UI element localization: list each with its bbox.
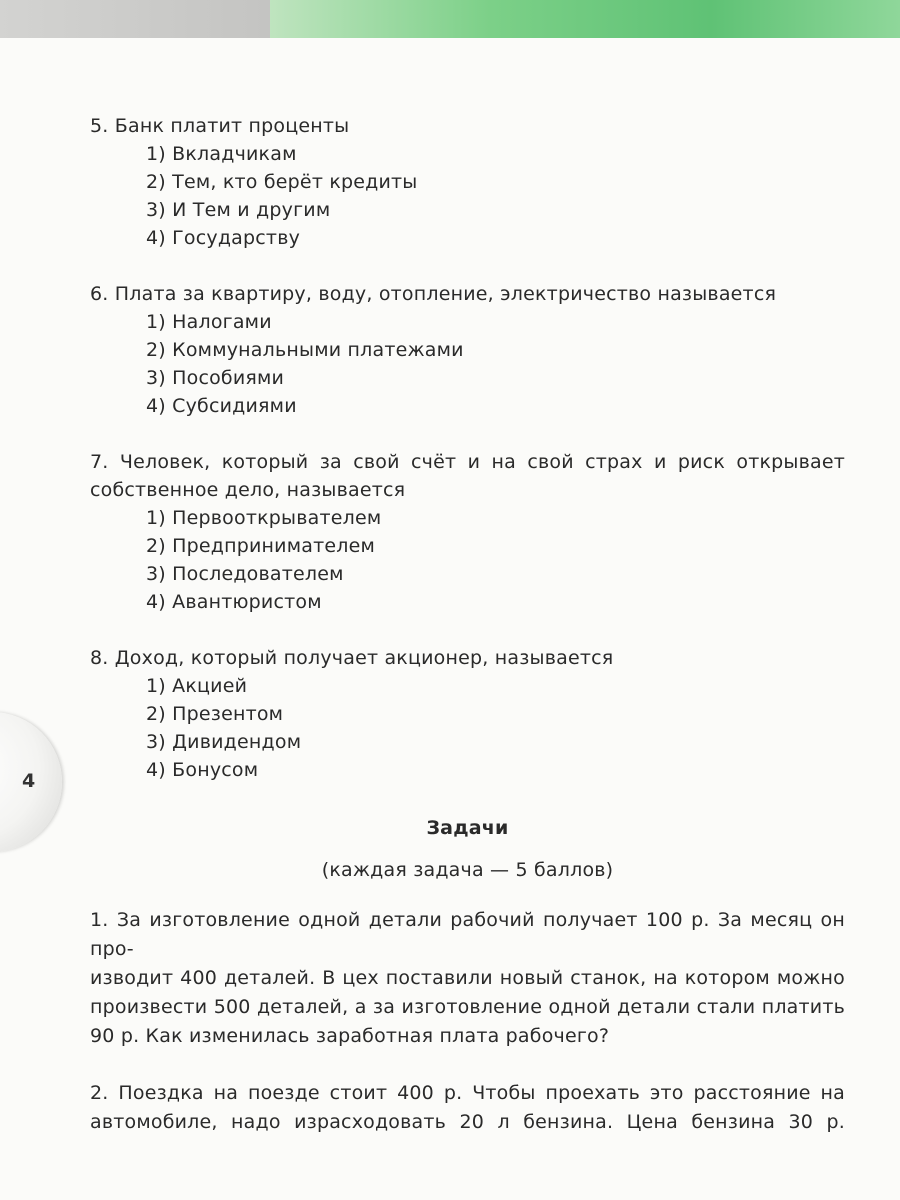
answer-option: 1) Акцией (146, 675, 248, 697)
answer-option: 3) Дивидендом (146, 731, 302, 753)
question-text: 5. Банк платит проценты (90, 115, 350, 137)
answer-option: 4) Субсидиями (146, 395, 297, 417)
answer-option: 1) Вкладчикам (146, 143, 297, 165)
task-line: произвести 500 деталей, а за изготовление одной детали стали платить (90, 996, 845, 1018)
answer-option: 3) И Тем и другим (146, 199, 331, 221)
answer-option: 2) Коммунальными платежами (146, 339, 464, 361)
question-7 (90, 448, 845, 616)
question-6 (90, 280, 845, 420)
section-title: Задачи (426, 817, 509, 839)
question-text: 6. Плата за квартиру, воду, отопление, электричество называется (90, 283, 777, 305)
answer-option: 2) Презентом (146, 703, 284, 725)
page-number: 4 (22, 770, 36, 792)
answer-option: 3) Последователем (146, 563, 344, 585)
answer-option: 2) Предпринимателем (146, 535, 376, 557)
question-text: 8. Доход, который получает акционер, называется (90, 647, 614, 669)
task-1 (90, 906, 845, 1051)
task-line: изводит 400 деталей. В цех поставили новый станок, на котором можно (90, 967, 845, 989)
answer-option: 4) Авантюристом (146, 591, 322, 613)
answer-option: 4) Государству (146, 227, 301, 249)
header-band-green (270, 0, 900, 38)
section-subtitle: (каждая задача — 5 баллов) (321, 859, 614, 881)
task-2 (90, 1079, 845, 1137)
task-line: автомобиле, надо израсходовать 20 л бензина. Цена бензина 30 р. (90, 1111, 845, 1133)
answer-option: 3) Пособиями (146, 367, 285, 389)
task-line: 90 р. Как изменилась заработная плата рабочего? (90, 1025, 610, 1047)
answer-option: 1) Первооткрывателем (146, 507, 382, 529)
answer-option: 2) Тем, кто берёт кредиты (146, 171, 418, 193)
header-band-grey (0, 0, 270, 38)
question-8 (90, 644, 845, 784)
task-line: 1. За изготовление одной детали рабочий получает 100 р. За месяц он про- (90, 909, 845, 960)
question-text-line: собственное дело, называется (90, 479, 406, 501)
answer-option: 1) Налогами (146, 311, 272, 333)
task-line: 2. Поездка на поезде стоит 400 р. Чтобы проехать это расстояние на (90, 1082, 845, 1104)
answer-option: 4) Бонусом (146, 759, 259, 781)
question-text-line: 7. Человек, который за свой счёт и на свой страх и риск открывает (90, 451, 845, 473)
question-5 (90, 112, 845, 252)
page-content (90, 112, 845, 1165)
